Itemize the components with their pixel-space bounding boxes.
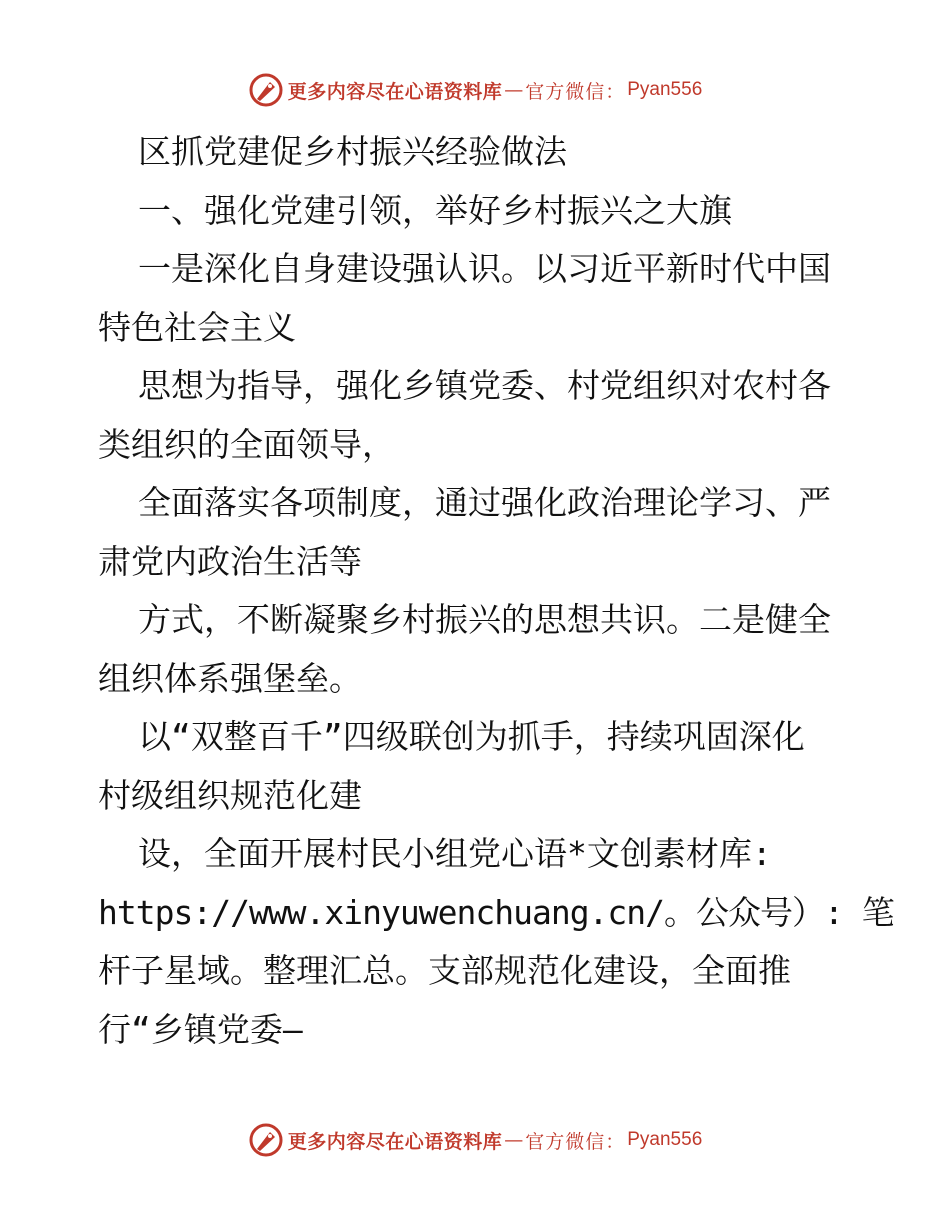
- paragraph-line: 肃党内政治生活等: [98, 541, 362, 581]
- paragraph-line: 杆子星域。整理汇总。支部规范化建设，全面推: [98, 951, 791, 990]
- banner-main-text: 更多内容尽在心语资料库: [287, 80, 503, 103]
- footer-banner: [0, 1118, 950, 1162]
- banner-main-text: 更多内容尽在心语资料库: [287, 1130, 503, 1153]
- paragraph-line: 全面落实各项制度，通过强化政治理论学习、严: [138, 483, 831, 522]
- pen-nib-logo-icon: [248, 1122, 284, 1158]
- paragraph-line: 特色社会主义: [98, 307, 296, 347]
- section-heading: 一、强化党建引领，举好乡村振兴之大旗: [138, 190, 732, 230]
- banner-separator: —: [504, 1129, 524, 1151]
- paragraph-line: 类组织的全面领导，: [98, 424, 395, 464]
- document-body: [98, 123, 894, 1059]
- header-banner: [0, 68, 950, 112]
- paragraph-line: 行“乡镇党委—: [98, 1009, 303, 1049]
- paragraph-line: 村级组织规范化建: [98, 775, 362, 815]
- banner-wechat-label: 官方微信：: [525, 1130, 626, 1153]
- document-title: 区抓党建促乡村振兴经验做法: [138, 132, 567, 171]
- banner-wechat-id: Pyan556: [627, 1129, 703, 1150]
- paragraph-line: 以“双整百千”四级联创为抓手，持续巩固深化: [138, 717, 805, 756]
- paragraph-line: 组织体系强堡垒。: [98, 658, 362, 698]
- paragraph-line: 方式，不断凝聚乡村振兴的思想共识。二是健全: [138, 600, 831, 639]
- banner-wechat-label: 官方微信：: [525, 80, 626, 103]
- banner-separator: —: [504, 79, 524, 101]
- paragraph-line: 设，全面开展村民小组党心语*文创素材库:: [138, 834, 772, 873]
- paragraph-line: 一是深化自身建设强认识。以习近平新时代中国: [138, 249, 831, 288]
- pen-nib-logo-icon: [248, 72, 284, 108]
- banner-wechat-id: Pyan556: [627, 79, 703, 100]
- paragraph-line-url: https://www.xinyuwenchuang.cn/。公众号）: 笔: [98, 892, 894, 932]
- paragraph-line: 思想为指导，强化乡镇党委、村党组织对农村各: [138, 366, 831, 405]
